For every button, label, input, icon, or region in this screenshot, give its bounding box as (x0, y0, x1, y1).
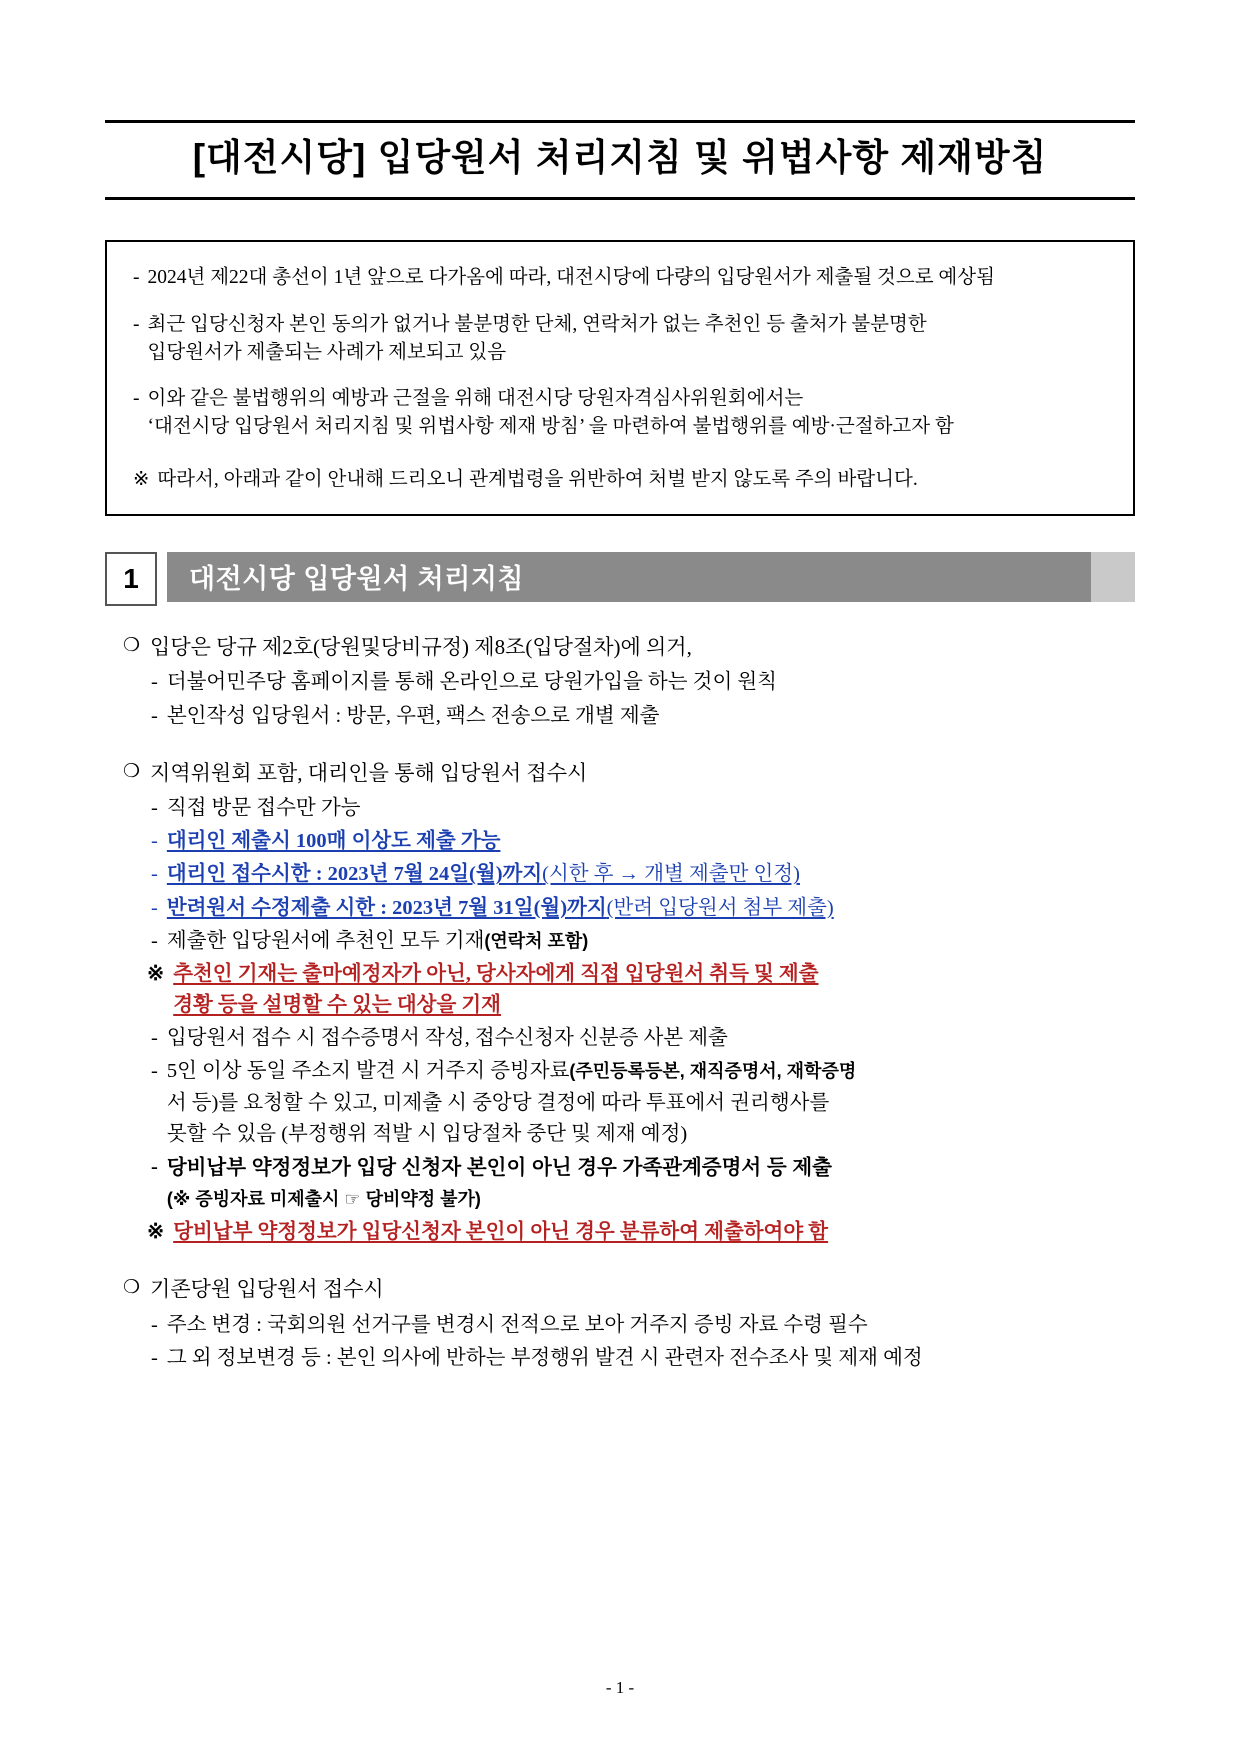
sub-text-line2: 서 등)를 요청할 수 있고, 미제출 시 중앙당 결정에 따라 투표에서 권리행사를 (166, 1091, 830, 1114)
sub-text: 더불어민주당 홈페이지를 통해 온라인으로 당원가입을 하는 것이 원칙 (166, 671, 777, 694)
dash-bullet-icon: - (151, 1347, 158, 1369)
dash-bullet-icon: - (151, 1313, 158, 1336)
bullet-text: 기존당원 입당원서 접수시 (150, 1277, 384, 1302)
sub-item (123, 1152, 1135, 1215)
sub-text (167, 1152, 1135, 1215)
sub-text: 본인작성 입당원서 : 방문, 우편, 팩스 전송으로 개별 제출 (166, 704, 660, 727)
sub-item (123, 926, 1135, 957)
sub-text: 대리인 제출시 100매 이상도 제출 가능 (166, 830, 501, 853)
sub-text: 당비납부 약정정보가 입당신청자 본인이 아닌 경우 분류하여 제출하여야 함 (173, 1221, 829, 1244)
circle-bullet-icon: ❍ (123, 760, 141, 782)
content-group (123, 1274, 1135, 1374)
intro-bullet-mark: - (133, 388, 140, 410)
intro-line: 최근 입당신청자 본인 동의가 없거나 불분명한 단체, 연락처가 없는 추천인 등 출처가 불분명한 (147, 313, 927, 335)
intro-item-text (148, 264, 1108, 292)
section-number: 1 (105, 552, 157, 606)
sub-item (123, 701, 1135, 732)
dash-bullet-icon: - (151, 896, 158, 919)
sub-item (123, 1023, 1135, 1054)
sub-text (167, 926, 1135, 957)
sub-text-main: 대리인 접수시한 : 2023년 7월 24일(월)까지 (166, 863, 543, 886)
bullet-item (123, 632, 1135, 664)
intro-item-text (148, 385, 1108, 442)
sub-text (173, 959, 1135, 1021)
sub-item-note (123, 1217, 1135, 1248)
sub-text (167, 893, 1135, 924)
sub-text-main: 추천인 기재는 출마예정자가 아닌, 당사자에게 직접 입당원서 취득 및 제출 (173, 962, 819, 985)
intro-item-text (148, 311, 1108, 368)
intro-note-text: 따라서, 아래과 같이 안내해 드리오니 관계법령을 위반하여 처벌 받지 않도록 주의 바랍니다. (157, 468, 918, 490)
dash-bullet-icon: - (151, 830, 158, 853)
document-title-block (105, 120, 1135, 200)
reference-mark-icon: ※ (133, 468, 150, 490)
circle-bullet-icon: ❍ (123, 1277, 141, 1299)
content-group (123, 758, 1135, 1249)
sub-item (123, 1343, 1135, 1374)
intro-line: 입당원서가 제출되는 사례가 제보되고 있음 (147, 341, 507, 363)
sub-text-tail: (반려 입당원서 첨부 제출) (606, 896, 834, 919)
intro-line: 이와 같은 불법행위의 예방과 근절을 위해 대전시당 당원자격심사위원회에서는 (147, 388, 804, 410)
intro-line: 2024년 제22대 총선이 1년 앞으로 다가옴에 따라, 대전시당에 다량의 입당원서가 제출될 것으로 예상됨 (147, 267, 995, 289)
dash-bullet-icon: - (151, 671, 158, 694)
sub-text-line2: 경황 등을 설명할 수 있는 대상을 기재 (173, 994, 501, 1017)
sub-item (123, 893, 1135, 924)
sub-text (167, 859, 1135, 890)
sub-text-tail: (주민등록등본, 재직증명서, 재학증명 (569, 1061, 857, 1082)
content-group (123, 632, 1135, 732)
intro-bullet-mark: - (133, 267, 140, 289)
sub-text: 직접 방문 접수만 가능 (166, 797, 361, 820)
dash-bullet-icon: - (151, 704, 158, 727)
intro-line: ‘대전시당 입당원서 처리지침 및 위법사항 제재 방침’ 을 마련하여 불법행위를 예방·근절하고자 함 (147, 416, 954, 438)
intro-item (133, 311, 1107, 368)
sub-item (123, 667, 1135, 698)
sub-text-main: 당비납부 약정정보가 입당 신청자 본인이 아닌 경우 가족관계증명서 등 제출 (166, 1155, 832, 1179)
sub-text-line2: (※ 증빙자료 미제출시 ☞ 당비약정 불가) (166, 1189, 481, 1210)
sub-text-main: 반려원서 수정제출 시한 : 2023년 7월 31일(월)까지 (166, 896, 607, 919)
section-title: 대전시당 입당원서 처리지침 (189, 564, 524, 595)
sub-text-tail: (연락처 포함) (484, 930, 589, 951)
dash-bullet-icon: - (151, 929, 158, 952)
dash-bullet-icon: - (151, 1155, 158, 1178)
intro-box (105, 240, 1135, 516)
sub-text-main: 5인 이상 동일 주소지 발견 시 거주지 증빙자료 (166, 1060, 570, 1083)
section-header (105, 552, 1135, 606)
circle-bullet-icon: ❍ (123, 634, 141, 656)
sub-text: 주소 변경 : 국회의원 선거구를 변경시 전적으로 보아 거주지 증빙 자료 수령 필수 (166, 1313, 868, 1336)
page-number: - 1 - (605, 1678, 635, 1697)
bullet-item (123, 758, 1135, 790)
sub-text-line3: 못할 수 있음 (부정행위 적발 시 입당절차 중단 및 제재 예정) (166, 1122, 688, 1145)
bullet-item (123, 1274, 1135, 1306)
sub-text-main: 제출한 입당원서에 추천인 모두 기재 (166, 929, 485, 952)
sub-item (123, 859, 1135, 890)
reference-mark-icon: ※ (147, 962, 165, 985)
dash-bullet-icon: - (151, 797, 158, 820)
sub-item (123, 793, 1135, 824)
sub-item (123, 1056, 1135, 1149)
bullet-text: 지역위원회 포함, 대리인을 통해 입당원서 접수시 (150, 760, 588, 785)
intro-item (133, 385, 1107, 442)
intro-bullet-mark: - (133, 313, 140, 335)
intro-item (133, 264, 1107, 292)
sub-text (167, 1056, 1135, 1149)
sub-text-tail: (시한 후 → 개별 제출만 인정) (542, 863, 800, 886)
section-content (105, 632, 1135, 1374)
dash-bullet-icon: - (151, 1027, 158, 1050)
dash-bullet-icon: - (151, 1060, 158, 1083)
sub-item-note (123, 959, 1135, 1021)
sub-text: 그 외 정보변경 등 : 본인 의사에 반하는 부정행위 발견 시 관련자 전수조사 및 제재 예정 (166, 1347, 923, 1369)
intro-note (133, 466, 1107, 494)
bullet-text: 입당은 당규 제2호(당원및당비규정) 제8조(입당절차)에 의거, (150, 634, 692, 659)
dash-bullet-icon: - (151, 863, 158, 886)
sub-item (123, 1310, 1135, 1341)
page-title: [대전시당] 입당원서 처리지침 및 위법사항 제재방침 (192, 137, 1048, 178)
reference-mark-icon: ※ (147, 1221, 165, 1244)
sub-item (123, 826, 1135, 857)
sub-text: 입당원서 접수 시 접수증명서 작성, 접수신청자 신분증 사본 제출 (166, 1027, 728, 1050)
section-title-bar (167, 552, 1135, 602)
